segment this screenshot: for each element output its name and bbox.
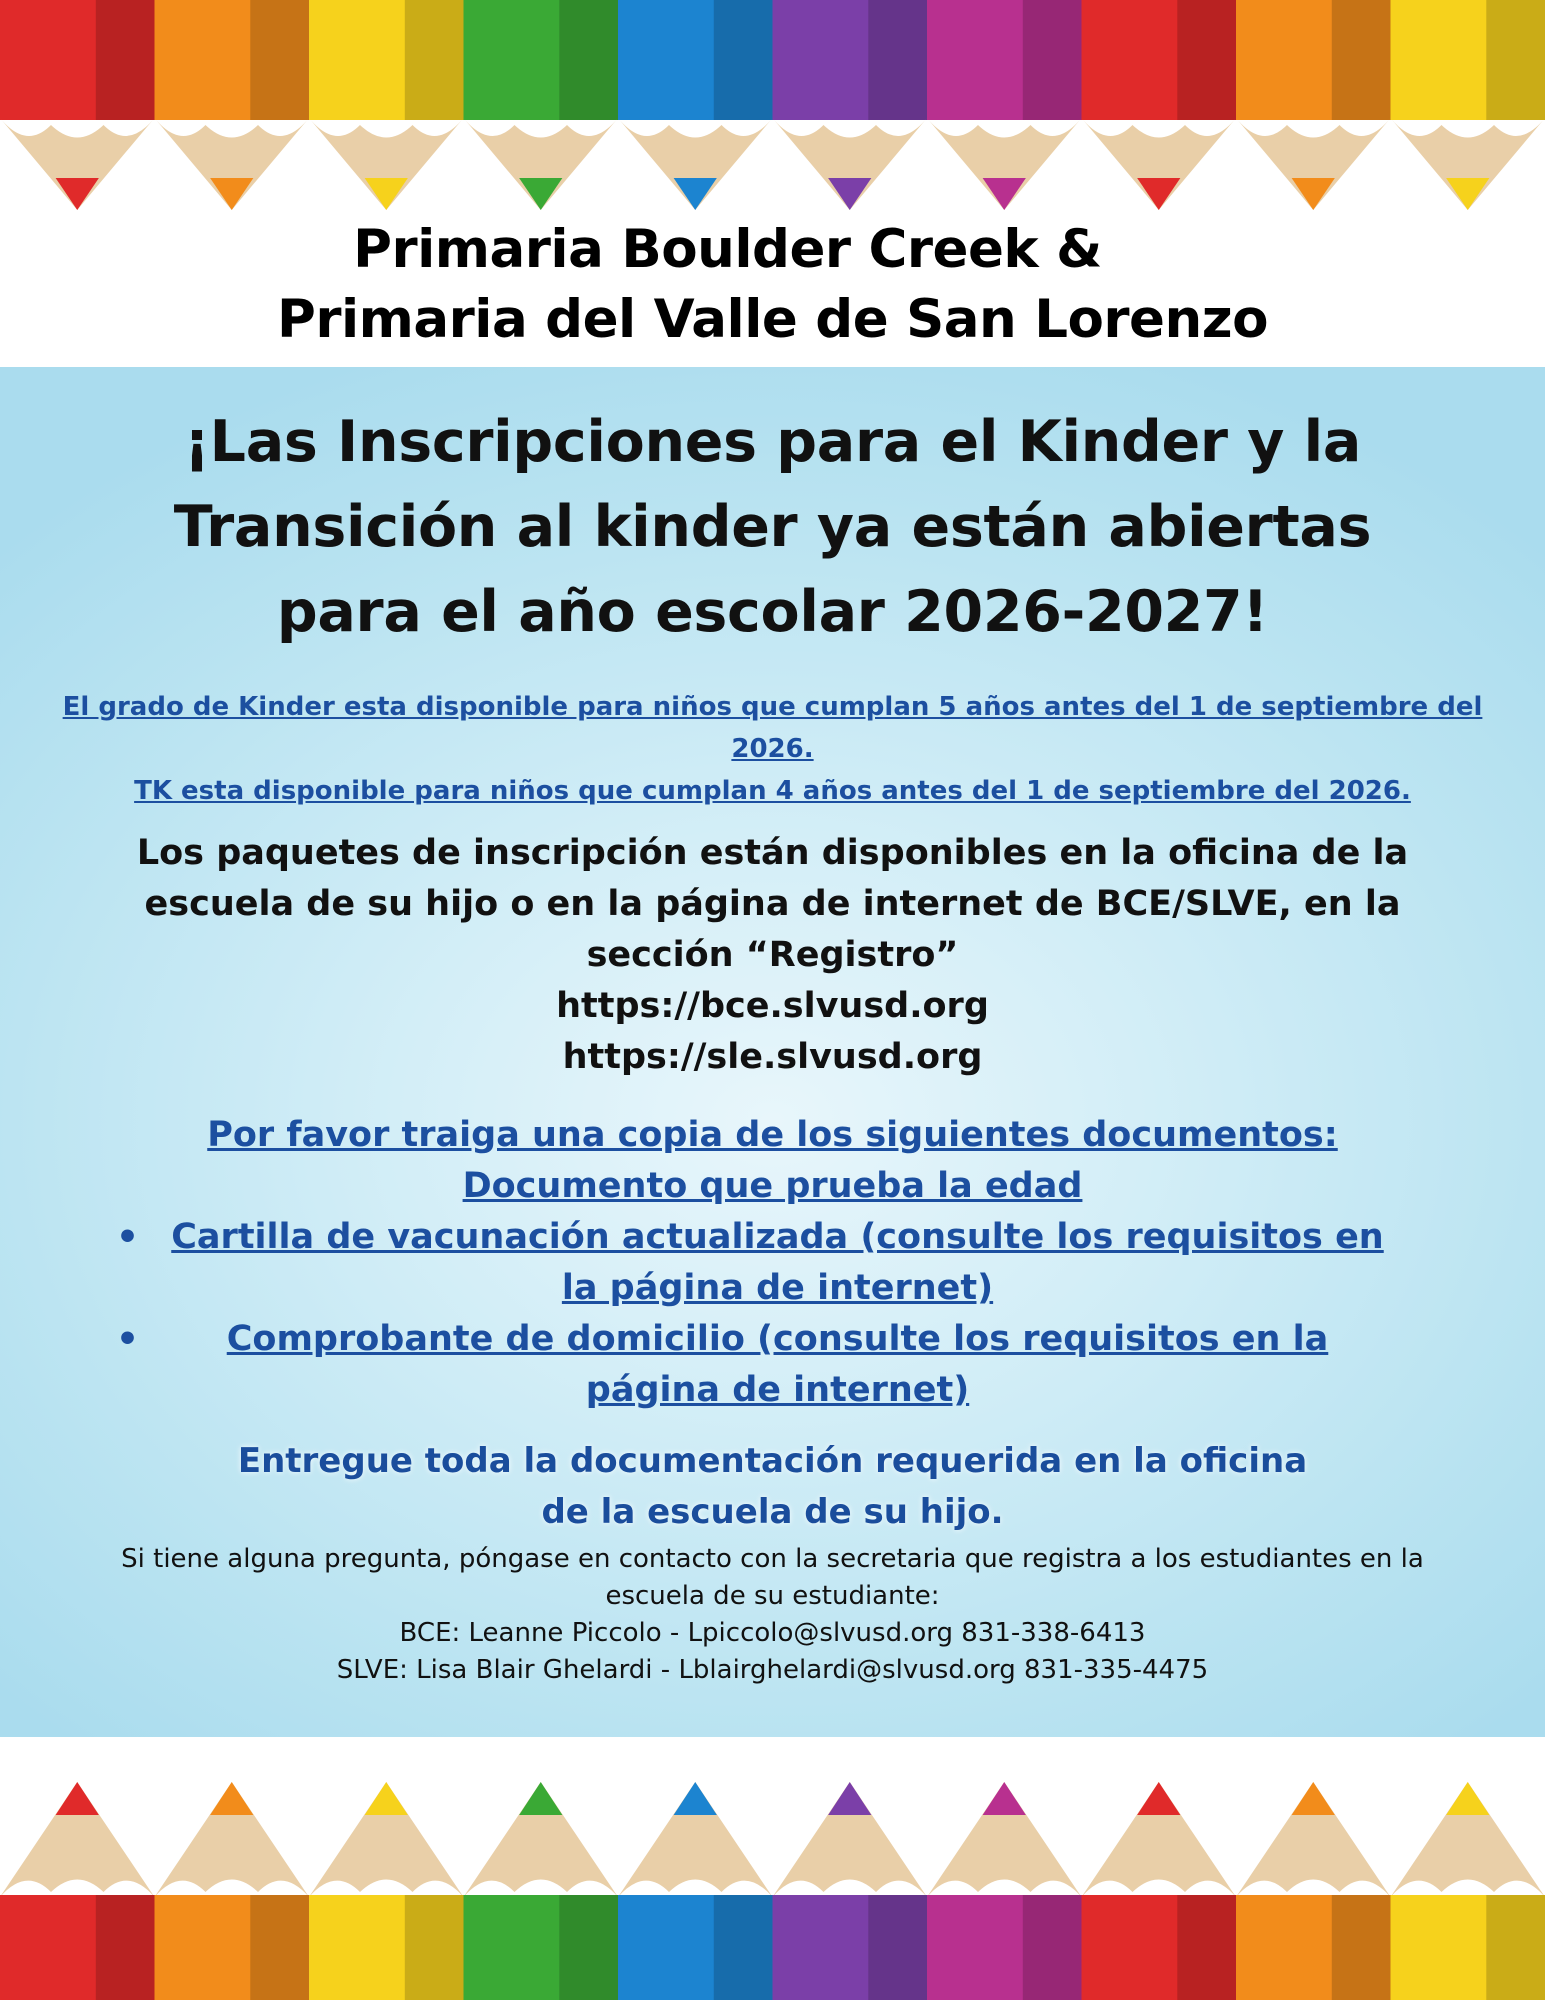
bce-website-link[interactable]: https://bce.slvusd.org (556, 986, 989, 1026)
pencil-icon (464, 1782, 620, 2000)
title-line-1: Primaria Boulder Creek & (353, 219, 1102, 280)
slve-contact[interactable]: SLVE: Lisa Blair Ghelardi - Lblairghelardi@slvusd.org 831-335-4475 (336, 1655, 1209, 1685)
pencil-icon (773, 0, 929, 210)
pencil-icon (309, 0, 465, 210)
pencil-icon (773, 1782, 929, 2000)
pencil-border-bottom (0, 1737, 1545, 2000)
pencil-icon (0, 0, 156, 210)
pencil-row-top (0, 0, 1545, 215)
pencil-icon (927, 0, 1083, 210)
eligibility-notice (50, 686, 1495, 812)
contact-info (0, 1541, 1545, 1689)
pencil-icon (1391, 0, 1545, 210)
packets-line-2: escuela de su hijo o en la página de internet de BCE/SLVE, en la (144, 884, 1401, 924)
kinder-eligibility: El grado de Kinder esta disponible para niños que cumplan 5 años antes del 1 de septiembre del 2026. (62, 692, 1483, 764)
pencil-icon (1391, 1782, 1545, 2000)
headline-line-3: para el año escolar 2026-2027! (276, 579, 1269, 645)
contact-line-1: Si tiene alguna pregunta, póngase en contacto con la secretaria que registra a los estudiantes en la (121, 1544, 1424, 1574)
pencil-border-top (0, 0, 1545, 215)
vaccination-record-item: Cartilla de vacunación actualizada (consulte los requisitos en la página de internet) (171, 1217, 1384, 1308)
pencil-icon (1082, 0, 1238, 210)
packets-line-3: sección “Registro” (586, 935, 959, 975)
school-names-heading (0, 215, 1545, 367)
pencil-icon (618, 1782, 774, 2000)
required-documents (0, 1110, 1545, 1416)
packets-info (0, 828, 1545, 1083)
list-item (0, 1212, 1545, 1314)
documents-intro: Por favor traiga una copia de los siguientes documentos: (207, 1115, 1338, 1155)
pencil-icon (155, 0, 311, 210)
tk-eligibility: TK esta disponible para niños que cumplan 4 años antes del 1 de septiembre del 2026. (134, 776, 1411, 806)
pencil-icon (155, 1782, 311, 2000)
pencil-icon (927, 1782, 1083, 2000)
packets-line-1: Los paquetes de inscripción están disponibles en la oficina de la (136, 833, 1409, 873)
pencil-row-bottom (0, 1737, 1545, 2000)
submit-line-2: de la escuela de su hijo. (541, 1492, 1004, 1532)
proof-of-residence-item: Comprobante de domicilio (consulte los requisitos en la página de internet) (226, 1319, 1329, 1410)
registration-headline (0, 400, 1545, 655)
pencil-icon (464, 0, 620, 210)
age-proof-item: Documento que prueba la edad (462, 1166, 1083, 1206)
pencil-icon (1082, 1782, 1238, 2000)
bullet-icon: • (116, 1217, 140, 1258)
title-line-2: Primaria del Valle de San Lorenzo (277, 289, 1268, 350)
pencil-icon (618, 0, 774, 210)
headline-line-2: Transición al kinder ya están abiertas (173, 494, 1372, 560)
pencil-icon (309, 1782, 465, 2000)
bce-contact[interactable]: BCE: Leanne Piccolo - Lpiccolo@slvusd.org 831-338-6413 (399, 1618, 1146, 1648)
submit-line-1: Entregue toda la documentación requerida en la oficina (237, 1441, 1308, 1481)
contact-line-2: escuela de su estudiante: (605, 1581, 940, 1611)
sle-website-link[interactable]: https://sle.slvusd.org (562, 1037, 983, 1077)
pencil-icon (0, 1782, 156, 2000)
submit-instructions (0, 1436, 1545, 1538)
list-item (0, 1314, 1545, 1416)
headline-line-1: ¡Las Inscripciones para el Kinder y la (183, 409, 1362, 475)
bullet-icon: • (116, 1319, 140, 1360)
pencil-icon (1236, 1782, 1392, 2000)
pencil-icon (1236, 0, 1392, 210)
